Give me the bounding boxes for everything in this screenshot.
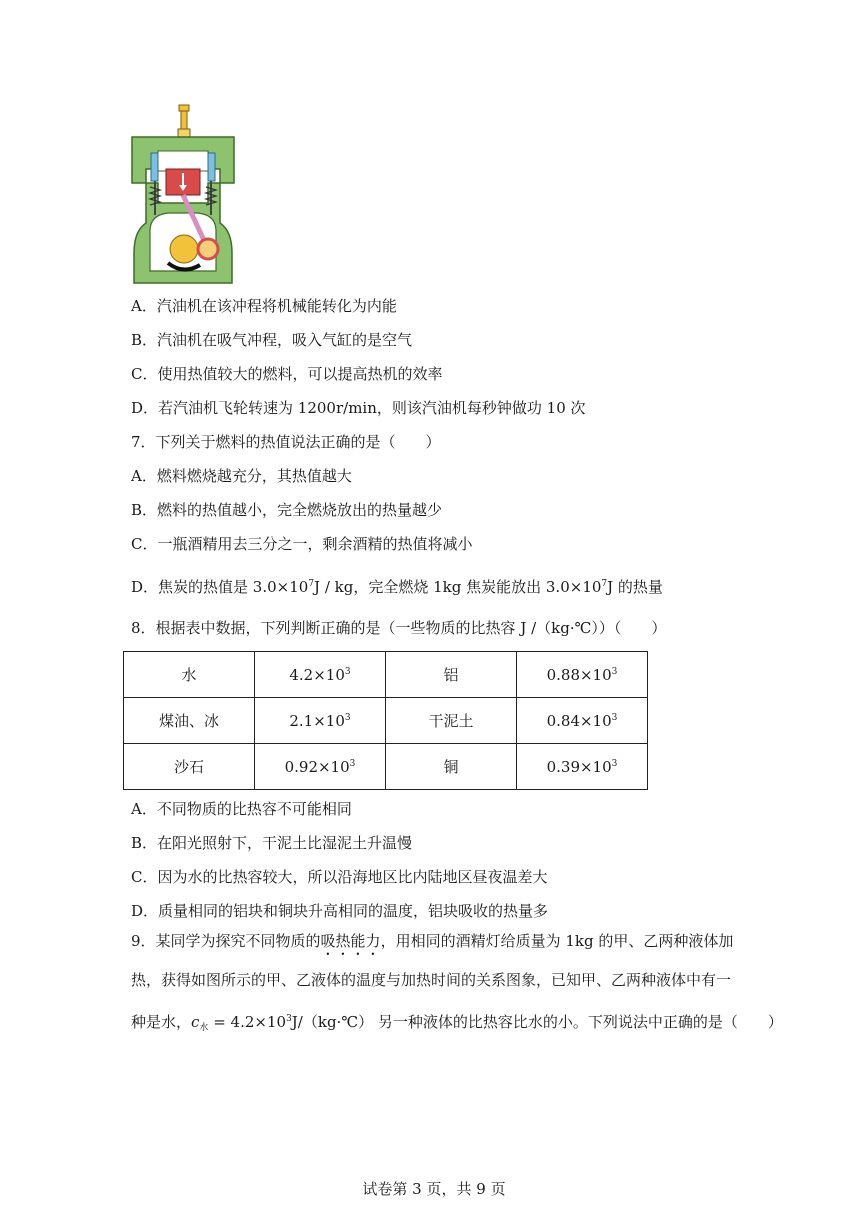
option-8c: C．因为水的比热容较大，所以沿海地区比内陆地区昼夜温差大 <box>131 868 548 886</box>
option-7b: B．燃料的热值越小，完全燃烧放出的热量越少 <box>131 501 443 519</box>
option-7d-value-2: 3.0×10 <box>545 578 602 596</box>
table-row <box>124 652 648 698</box>
specific-heat-exponent: 3 <box>286 1014 292 1024</box>
engine-diagram <box>128 103 238 285</box>
table-cell-value: 2.1×10 <box>289 711 345 730</box>
option-7a: A．燃料燃烧越充分，其热值越大 <box>131 467 352 485</box>
table-cell: 铜 <box>386 744 517 790</box>
specific-heat-value: = 4.2×10 <box>208 1013 287 1031</box>
option-8a: A．不同物质的比热容不可能相同 <box>131 800 352 818</box>
question-9-text: 种是水， <box>131 1013 192 1031</box>
question-8-stem: 8．根据表中数据，下列判断正确的是（一些物质的比热容 J /（kg·℃））（ ） <box>131 619 667 637</box>
option-6b: B．汽油机在吸气冲程，吸入气缸的是空气 <box>131 331 413 349</box>
table-cell <box>255 652 386 698</box>
page-footer: 试卷第 3 页，共 9 页 <box>362 1180 506 1198</box>
table-cell <box>517 652 648 698</box>
table-cell-value: 0.92×10 <box>284 757 350 776</box>
question-9-line-3 <box>131 1009 783 1038</box>
question-9-line-2: 热，获得如图所示的甲、乙液体的温度与加热时间的关系图象，已知甲、乙两种液体中有一 <box>131 971 732 989</box>
option-8b: B．在阳光照射下，干泥土比湿泥土升温慢 <box>131 834 413 852</box>
option-7d <box>131 574 663 597</box>
question-9-text: 另一种液体的比热容比水的小。下列说法中正确的是（ ） <box>373 1013 783 1031</box>
table-cell-exponent: 3 <box>611 712 618 723</box>
specific-heat-symbol: c <box>191 1013 200 1031</box>
table-cell <box>517 698 648 744</box>
question-9-text: 9．某同学为探究不同物质的 <box>131 932 321 950</box>
option-6a: A．汽油机在该冲程将机械能转化为内能 <box>131 297 397 315</box>
table-cell-value: 0.39×10 <box>546 757 612 776</box>
question-9-line-1 <box>131 931 733 959</box>
option-7d-value-1: 3.0×10 <box>252 578 309 596</box>
option-7d-exponent-1: 7 <box>308 579 315 589</box>
table-cell: 干泥土 <box>386 698 517 744</box>
option-7d-text-1: D．焦炭的热值是 <box>131 578 253 596</box>
table-cell-exponent: 3 <box>344 712 351 723</box>
table-cell <box>255 698 386 744</box>
table-cell: 煤油、冰 <box>124 698 255 744</box>
option-6d: D．若汽油机飞轮转速为 1200r/min，则该汽油机每秒钟做功 10 次 <box>131 399 586 417</box>
table-cell: 水 <box>124 652 255 698</box>
specific-heat-unit: J/（kg·℃） <box>291 1013 374 1031</box>
specific-heat-table <box>123 651 648 790</box>
question-7-stem: 7．下列关于燃料的热值说法正确的是（ ） <box>131 433 441 451</box>
option-7d-exponent-2: 7 <box>601 579 608 589</box>
question-9-text: ，用相同的酒精灯给质量为 1kg 的甲、乙两种液体加 <box>380 932 734 950</box>
table-cell-exponent: 3 <box>611 666 618 677</box>
table-cell-exponent: 3 <box>611 758 618 769</box>
table-cell-value: 0.88×10 <box>546 665 612 684</box>
option-7d-text-3: 的热量 <box>613 578 663 596</box>
emphasis-text: 吸热能力 <box>320 932 381 950</box>
option-6c: C．使用热值较大的燃料，可以提高热机的效率 <box>131 365 443 383</box>
table-cell-exponent: 3 <box>344 666 351 677</box>
option-7d-text-2: ，完全燃烧 1kg 焦炭能放出 <box>353 578 546 596</box>
option-7d-unit-1: J / kg <box>314 578 354 596</box>
table-cell <box>517 744 648 790</box>
table-cell-value: 0.84×10 <box>546 711 612 730</box>
table-cell-exponent: 3 <box>349 758 356 769</box>
table-row <box>124 744 648 790</box>
table-row <box>124 698 648 744</box>
specific-heat-subscript: 水 <box>199 1023 209 1033</box>
table-cell: 铝 <box>386 652 517 698</box>
table-cell <box>255 744 386 790</box>
option-8d: D．质量相同的铝块和铜块升高相同的温度，铝块吸收的热量多 <box>131 902 549 920</box>
table-cell-value: 4.2×10 <box>289 665 345 684</box>
option-7c: C．一瓶酒精用去三分之一，剩余酒精的热值将减小 <box>131 535 473 553</box>
option-7d-unit-2: J <box>607 578 614 596</box>
table-cell: 沙石 <box>124 744 255 790</box>
